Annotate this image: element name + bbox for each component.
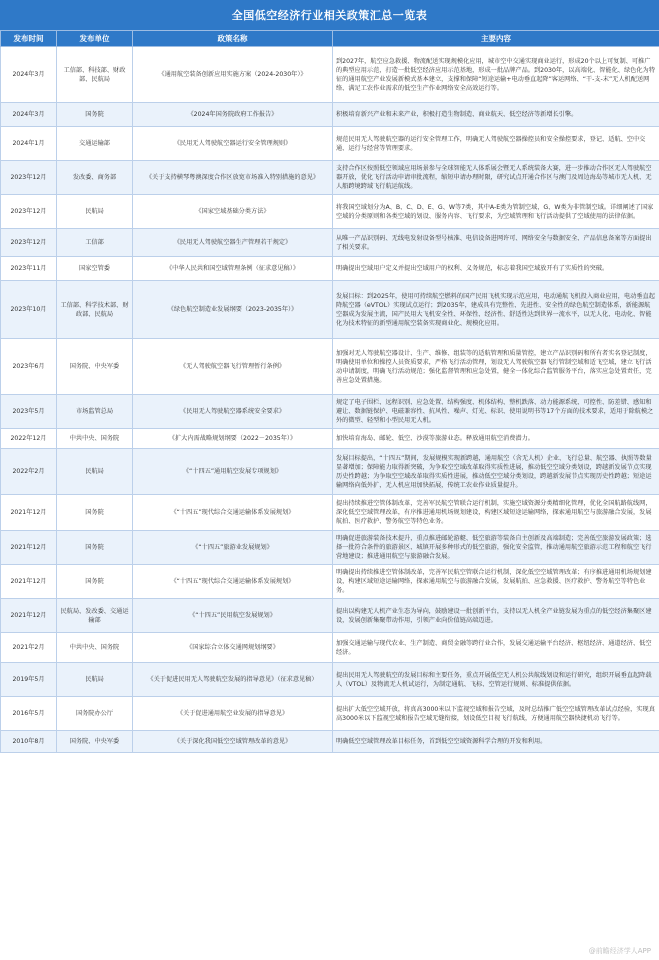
table-body bbox=[1, 47, 659, 753]
cell-time: 2023年6月 bbox=[1, 339, 57, 395]
cell-content: 提出民用无人驾驶航空的发展目标和主要任务，重点开展低空无人机公共航线划设和运行研究，组织开展垂直起降载人（VTOL）及物流无人机试运行，为制定通航、飞标、空管运行规则、标准提供依据。 bbox=[333, 663, 659, 697]
cell-content: 加强对无人驾驶航空器设计、生产、维修、组装等的适航管理和质量管控，建立产品识别码和所有者实名登记制度，明确使用单位和操控人员资质要求，严格飞行活动管理，划设无人驾驶航空器飞行管制空域和适飞空域，建立飞行活动申请制度，明确飞行活动规范；强化监督管理和应急处置，健全一体化综合监管服务平台，落实应急处置责任，完善应急处置措施。 bbox=[333, 339, 659, 395]
cell-content: 提出扩大低空空域开放，将真高3000米以下监视空域和报告空域，及时总结推广低空空域管理改革试点经验，实现真高3000米以下监视空域和报告空域无缝衔接，划设低空目视飞行航线，方便通用航空器快捷机动飞行等。 bbox=[333, 697, 659, 731]
cell-unit: 国务院、中央军委 bbox=[57, 731, 133, 753]
table-row bbox=[1, 633, 659, 663]
cell-unit: 发改委、商务部 bbox=[57, 161, 133, 195]
cell-unit: 国务院 bbox=[57, 565, 133, 599]
table-row bbox=[1, 697, 659, 731]
cell-policy-name: 《通用航空装备创新应用实施方案（2024-2030年）》 bbox=[133, 47, 333, 103]
cell-policy-name: 《国家空域基础分类方法》 bbox=[133, 195, 333, 229]
table-row bbox=[1, 281, 659, 339]
cell-time: 2023年12月 bbox=[1, 195, 57, 229]
cell-unit: 中共中央、国务院 bbox=[57, 429, 133, 449]
cell-policy-name: 《“十四五”现代综合交通运输体系发展规划》 bbox=[133, 565, 333, 599]
table-row bbox=[1, 449, 659, 495]
header-time: 发布时间 bbox=[1, 31, 57, 47]
table-row bbox=[1, 257, 659, 281]
cell-content: 将我国空域划分为A、B、C、D、E、G、W等7类，其中A-E类为管制空域，G、W类为非管制空域。详细阐述了国家空域的分类原则和各类空域的划设、服务内容、飞行要求，为空域管理和飞行活动提供了空域使用的法律依据。 bbox=[333, 195, 659, 229]
cell-content: 从唯一产品识别码、无线电发射设备型号核准、电信设备进网许可、网络安全与数据安全、产品信息备案等方面提出了相关要求。 bbox=[333, 229, 659, 257]
cell-content: 支持合作区按照低空领域应用场景参与全球智能无人体系展会暨无人系统装备大赛，进一步推动合作区无人驾驶航空器开放，优化飞行活动申请审批流程，缩短申请办理时限，研究试点开通合作区与澳门及周边海岛等城市无人机、无人船跨境跨域飞行航运航线。 bbox=[333, 161, 659, 195]
table-row bbox=[1, 229, 659, 257]
watermark: @前瞻经济学人APP bbox=[588, 947, 651, 955]
cell-content: 规定了电子围栏、远程识别、应急处置、结构强度、机体结构、整机跌落、动力能源系统、可控性、防差错、感知和避让、数据链保护、电磁兼容性、抗风性、噪声、灯光、标识、使用说明书等17个方面的技术要求，适用于除航模之外的微型、轻型和小型民用无人机。 bbox=[333, 395, 659, 429]
table-row bbox=[1, 127, 659, 161]
table-row bbox=[1, 47, 659, 103]
cell-time: 2023年5月 bbox=[1, 395, 57, 429]
cell-policy-name: 《2024年国务院政府工作报告》 bbox=[133, 103, 333, 127]
cell-content: 明确提出空域用户定义并提出空域用户的权利、义务规范，标志着我国空域放开有了实质性的突破。 bbox=[333, 257, 659, 281]
table-row bbox=[1, 731, 659, 753]
table-header-row bbox=[1, 31, 659, 47]
cell-unit: 国务院 bbox=[57, 103, 133, 127]
cell-policy-name: 《无人驾驶航空器飞行管理暂行条例》 bbox=[133, 339, 333, 395]
cell-time: 2016年5月 bbox=[1, 697, 57, 731]
cell-content: 发展目标提出，“十四五”期间，发展规模实现新跨越，通用航空（含无人机）企业、飞行总量、航空器、执照等数量显著增加；保障能力取得新突破，为争取空空域改革取得实质性进展，推动低空空域分类划设，跨越新发展节点实现历史性跨越；为争取空空域改革取得实质性进展，推动低空空域分类划设，跨越新发展节点实现历史性跨越；短途运输网络向低外扩，无人机应用加快拓展，传统工农业作业质量提升。 bbox=[333, 449, 659, 495]
cell-content: 明确促进旅游装备技术提升，重点推进邮轮游艇、低空旅游等装备自主创新及高端制造；完善低空旅游发展政策；选择一批符合条件的旅游景区、城镇开展多种形式的低空旅游，强化安全监管，推动通用航空旅游示范工程和航空飞行营地建设；推进通用航空与旅游融合发展。 bbox=[333, 531, 659, 565]
cell-unit: 民航局、发改委、交通运输部 bbox=[57, 599, 133, 633]
table-row bbox=[1, 161, 659, 195]
cell-policy-name: 《“十四五”现代综合交通运输体系发展规划》 bbox=[133, 495, 333, 531]
cell-policy-name: 《关于深化我国低空空域管理改革的意见》 bbox=[133, 731, 333, 753]
cell-content: 发展目标：到2025年，使用可持续航空燃料的国产民用飞机实现示范应用，电动通航飞机投入商业应用，电动垂直起降航空器（eVTOL）实现试点运行；到2035年，建成具有完整性、先进性、安全性的绿色航空制造体系，新能源航空器成为发展主流，国产民用大飞机安全性、环保性、经济性、舒适性达到世界一流水平，以无人化、电动化、智能化为技术特征的新型通用航空装备实现商业化、规模化应用。 bbox=[333, 281, 659, 339]
cell-content: 规范民用无人驾驶航空器的运行安全管理工作，明确无人驾驶航空器操控员和安全操控要求，登记、适航、空中交通、运行与经营等管理要求。 bbox=[333, 127, 659, 161]
cell-unit: 交通运输部 bbox=[57, 127, 133, 161]
table-row bbox=[1, 395, 659, 429]
cell-unit: 民航局 bbox=[57, 195, 133, 229]
table-row bbox=[1, 531, 659, 565]
cell-policy-name: 《绿色航空制造业发展纲要（2023-2035年）》 bbox=[133, 281, 333, 339]
cell-unit: 中共中央、国务院 bbox=[57, 633, 133, 663]
cell-time: 2023年12月 bbox=[1, 161, 57, 195]
cell-time: 2024年1月 bbox=[1, 127, 57, 161]
table-title: 全国低空经济行业相关政策汇总一览表 bbox=[0, 0, 659, 30]
table-row bbox=[1, 599, 659, 633]
cell-time: 2019年5月 bbox=[1, 663, 57, 697]
cell-policy-name: 《“十四五”旅游业发展规划》 bbox=[133, 531, 333, 565]
cell-time: 2024年3月 bbox=[1, 103, 57, 127]
table-row bbox=[1, 495, 659, 531]
cell-policy-name: 《关于促进通用航空业发展的指导意见》 bbox=[133, 697, 333, 731]
table-row bbox=[1, 663, 659, 697]
cell-content: 明确提出持续推进空管体制改革，完善军民航空管联合运行机制，深化低空空域管理改革；有序推进通用机场规划建设，构建区域短途运输网络，探索通用航空与旅游融合发展，发展航拍、应急救援、医疗救护、警务航空等特色业务。 bbox=[333, 565, 659, 599]
cell-unit: 民航局 bbox=[57, 663, 133, 697]
cell-policy-name: 《扩大内需战略规划纲要（2022－2035年）》 bbox=[133, 429, 333, 449]
cell-unit: 民航局 bbox=[57, 449, 133, 495]
cell-time: 2021年2月 bbox=[1, 633, 57, 663]
policy-table bbox=[0, 30, 659, 753]
cell-unit: 国务院办公厅 bbox=[57, 697, 133, 731]
cell-content: 加快培育海岛、邮轮、低空、沙漠等旅游业态。释放通用航空消费潜力。 bbox=[333, 429, 659, 449]
cell-time: 2023年11月 bbox=[1, 257, 57, 281]
header-name: 政策名称 bbox=[133, 31, 333, 47]
header-content: 主要内容 bbox=[333, 31, 659, 47]
cell-policy-name: 《“十四五”民用航空发展规划》 bbox=[133, 599, 333, 633]
header-unit: 发布单位 bbox=[57, 31, 133, 47]
cell-policy-name: 《“十四五”通用航空发展专项规划》 bbox=[133, 449, 333, 495]
cell-unit: 工信部 bbox=[57, 229, 133, 257]
cell-unit: 国务院 bbox=[57, 531, 133, 565]
cell-unit: 国家空管委 bbox=[57, 257, 133, 281]
cell-time: 2022年12月 bbox=[1, 429, 57, 449]
cell-time: 2010年8月 bbox=[1, 731, 57, 753]
cell-policy-name: 《关于促进民用无人驾驶航空发展的指导意见》（征求意见稿） bbox=[133, 663, 333, 697]
cell-policy-name: 《国家综合立体交通网规划纲要》 bbox=[133, 633, 333, 663]
cell-content: 积极培育新兴产业和未来产业，积极打造生物制造、商业航天、低空经济等新增长引擎。 bbox=[333, 103, 659, 127]
cell-time: 2023年12月 bbox=[1, 229, 57, 257]
cell-content: 提出以构建无人机产业生态为导向，鼓励建设一批创新平台，支持以无人机全产业链发展为重点的低空经济集聚区建设，发展创新集聚带动作用，引领产业向价值链高端迈进。 bbox=[333, 599, 659, 633]
table-row bbox=[1, 195, 659, 229]
cell-unit: 国务院 bbox=[57, 495, 133, 531]
table-row bbox=[1, 103, 659, 127]
table-row bbox=[1, 565, 659, 599]
table-row bbox=[1, 339, 659, 395]
cell-content: 提出持续推进空管体制改革，完善军民航空管联合运行机制，实施空域资源分类精细化管理，优化全国航路航线网，深化低空空域管理改革，有序推进通用机场规划建设，构建区域短途运输网络，探索通用航空与旅游融合发展，发展航拍、医疗救护、警务航空等特色业务。 bbox=[333, 495, 659, 531]
cell-content: 加强交通运输与现代农业、生产制造、商贸金融等跨行业合作，发展交通运输平台经济、枢纽经济、通道经济、低空经济。 bbox=[333, 633, 659, 663]
cell-content: 到2027年，航空应急救援、物流配送实现规模化应用，城市空中交通实现商业运行，形成20个以上可复制、可推广的典型应用示范，打造一批低空经济应用示范基地，形成一批品牌产品。到2030年，以高端化、智能化、绿色化为特征的通用航空产业发展新模式基本建立，支撑和保障“短途运输+电动垂直起降”客运网络、“干-支-末”无人机配送网络、满足工农作业需求的低空生产作业网络安全高效运行等。 bbox=[333, 47, 659, 103]
table-row bbox=[1, 429, 659, 449]
cell-policy-name: 《民用无人驾驶航空器运行安全管理规则》 bbox=[133, 127, 333, 161]
cell-time: 2023年10月 bbox=[1, 281, 57, 339]
cell-content: 明确低空空域管理改革目标任务，首到低空空域资源科学合理的开发和利用。 bbox=[333, 731, 659, 753]
cell-policy-name: 《民用无人驾驶航空器系统安全要求》 bbox=[133, 395, 333, 429]
cell-time: 2022年2月 bbox=[1, 449, 57, 495]
cell-time: 2021年12月 bbox=[1, 531, 57, 565]
cell-policy-name: 《中华人民共和国空域管理条例（征求意见稿）》 bbox=[133, 257, 333, 281]
cell-time: 2024年3月 bbox=[1, 47, 57, 103]
cell-policy-name: 《关于支持横琴粤澳深度合作区放宽市场准入特别措施的意见》 bbox=[133, 161, 333, 195]
cell-time: 2021年12月 bbox=[1, 565, 57, 599]
cell-unit: 工信部、科学技术部、财政部、民航局 bbox=[57, 281, 133, 339]
cell-time: 2021年12月 bbox=[1, 599, 57, 633]
cell-unit: 工信部、科技部、财政部、民航局 bbox=[57, 47, 133, 103]
cell-time: 2021年12月 bbox=[1, 495, 57, 531]
cell-unit: 国务院、中央军委 bbox=[57, 339, 133, 395]
cell-policy-name: 《民用无人驾驶航空器生产管理若干规定》 bbox=[133, 229, 333, 257]
cell-unit: 市场监管总局 bbox=[57, 395, 133, 429]
